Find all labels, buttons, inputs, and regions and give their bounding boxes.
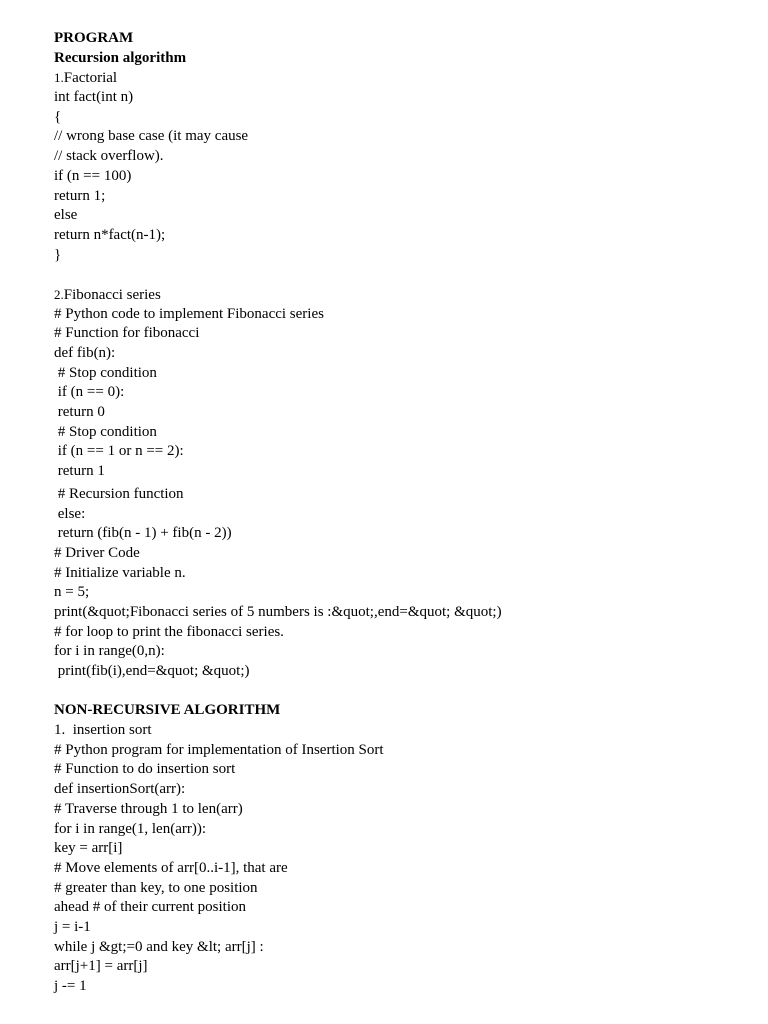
factorial-number: 1.	[54, 70, 64, 86]
code-line: def insertionSort(arr):	[54, 781, 186, 798]
code-line: // wrong base case (it may cause	[54, 128, 249, 145]
code-line: n = 5;	[54, 584, 90, 601]
code-line: arr[j+1] = arr[j]	[54, 958, 148, 975]
blank-line	[54, 265, 744, 285]
code-line: print(fib(i),end=&quot; &quot;)	[54, 663, 250, 679]
code-line: # for loop to print the fibonacci series.	[54, 623, 284, 640]
fibonacci-number: 2.	[54, 286, 64, 302]
code-line: return 1;	[54, 187, 106, 204]
fibonacci-title	[54, 285, 744, 305]
code-line: ahead # of their current position	[54, 899, 247, 916]
code-line: # Move elements of arr[0..i-1], that are	[54, 859, 288, 876]
code-line: key = arr[i]	[54, 840, 123, 857]
code-line: {	[54, 108, 62, 125]
program-heading: PROGRAM	[54, 30, 134, 46]
code-line: return 1	[54, 463, 105, 480]
code-line: # Recursion function	[54, 485, 184, 502]
code-line: # Function for fibonacci	[54, 325, 200, 342]
document-page	[54, 29, 744, 997]
code-line: j = i-1	[54, 918, 91, 935]
code-line: // stack overflow).	[54, 148, 164, 165]
code-line: return n*fact(n-1);	[54, 226, 166, 243]
code-line: while j &gt;=0 and key &lt; arr[j] :	[54, 938, 264, 955]
insertion-title: 1. insertion sort	[54, 722, 152, 739]
code-line: # Stop condition	[54, 423, 157, 440]
code-line: # greater than key, to one position	[54, 879, 258, 896]
code-line: j -= 1	[54, 978, 87, 994]
factorial-title	[54, 68, 744, 88]
code-line: # Stop condition	[54, 364, 157, 381]
code-line: if (n == 0):	[54, 384, 125, 401]
code-line: return 0	[54, 404, 105, 421]
code-line: int fact(int n)	[54, 89, 134, 106]
fibonacci-title-text: Fibonacci series	[63, 286, 161, 303]
code-line: # Python program for implementation of Insertion Sort	[54, 741, 384, 758]
code-line: for i in range(0,n):	[54, 643, 165, 660]
code-line: # Initialize variable n.	[54, 564, 186, 581]
code-line: else	[54, 207, 78, 224]
code-line: return (fib(n - 1) + fib(n - 2))	[54, 525, 232, 542]
code-line: def fib(n):	[54, 345, 116, 361]
blank-line	[54, 682, 744, 702]
factorial-title-text: Factorial	[63, 70, 118, 87]
code-line: else:	[54, 505, 86, 522]
code-line: # Driver Code	[54, 544, 140, 561]
code-line: # Traverse through 1 to len(arr)	[54, 800, 243, 817]
code-line: for i in range(1, len(arr)):	[54, 820, 207, 837]
recursion-heading: Recursion algorithm	[54, 49, 187, 66]
code-line: # Function to do insertion sort	[54, 761, 236, 778]
code-line: if (n == 1 or n == 2):	[54, 443, 184, 460]
code-line: print(&quot;Fibonacci series of 5 numbers is :&quot;,end=&quot; &quot;)	[54, 603, 502, 620]
code-line: # Python code to implement Fibonacci series	[54, 305, 324, 322]
code-line: }	[54, 246, 62, 263]
code-line: if (n == 100)	[54, 167, 132, 184]
nonrecursive-heading: NON-RECURSIVE ALGORITHM	[54, 702, 281, 719]
